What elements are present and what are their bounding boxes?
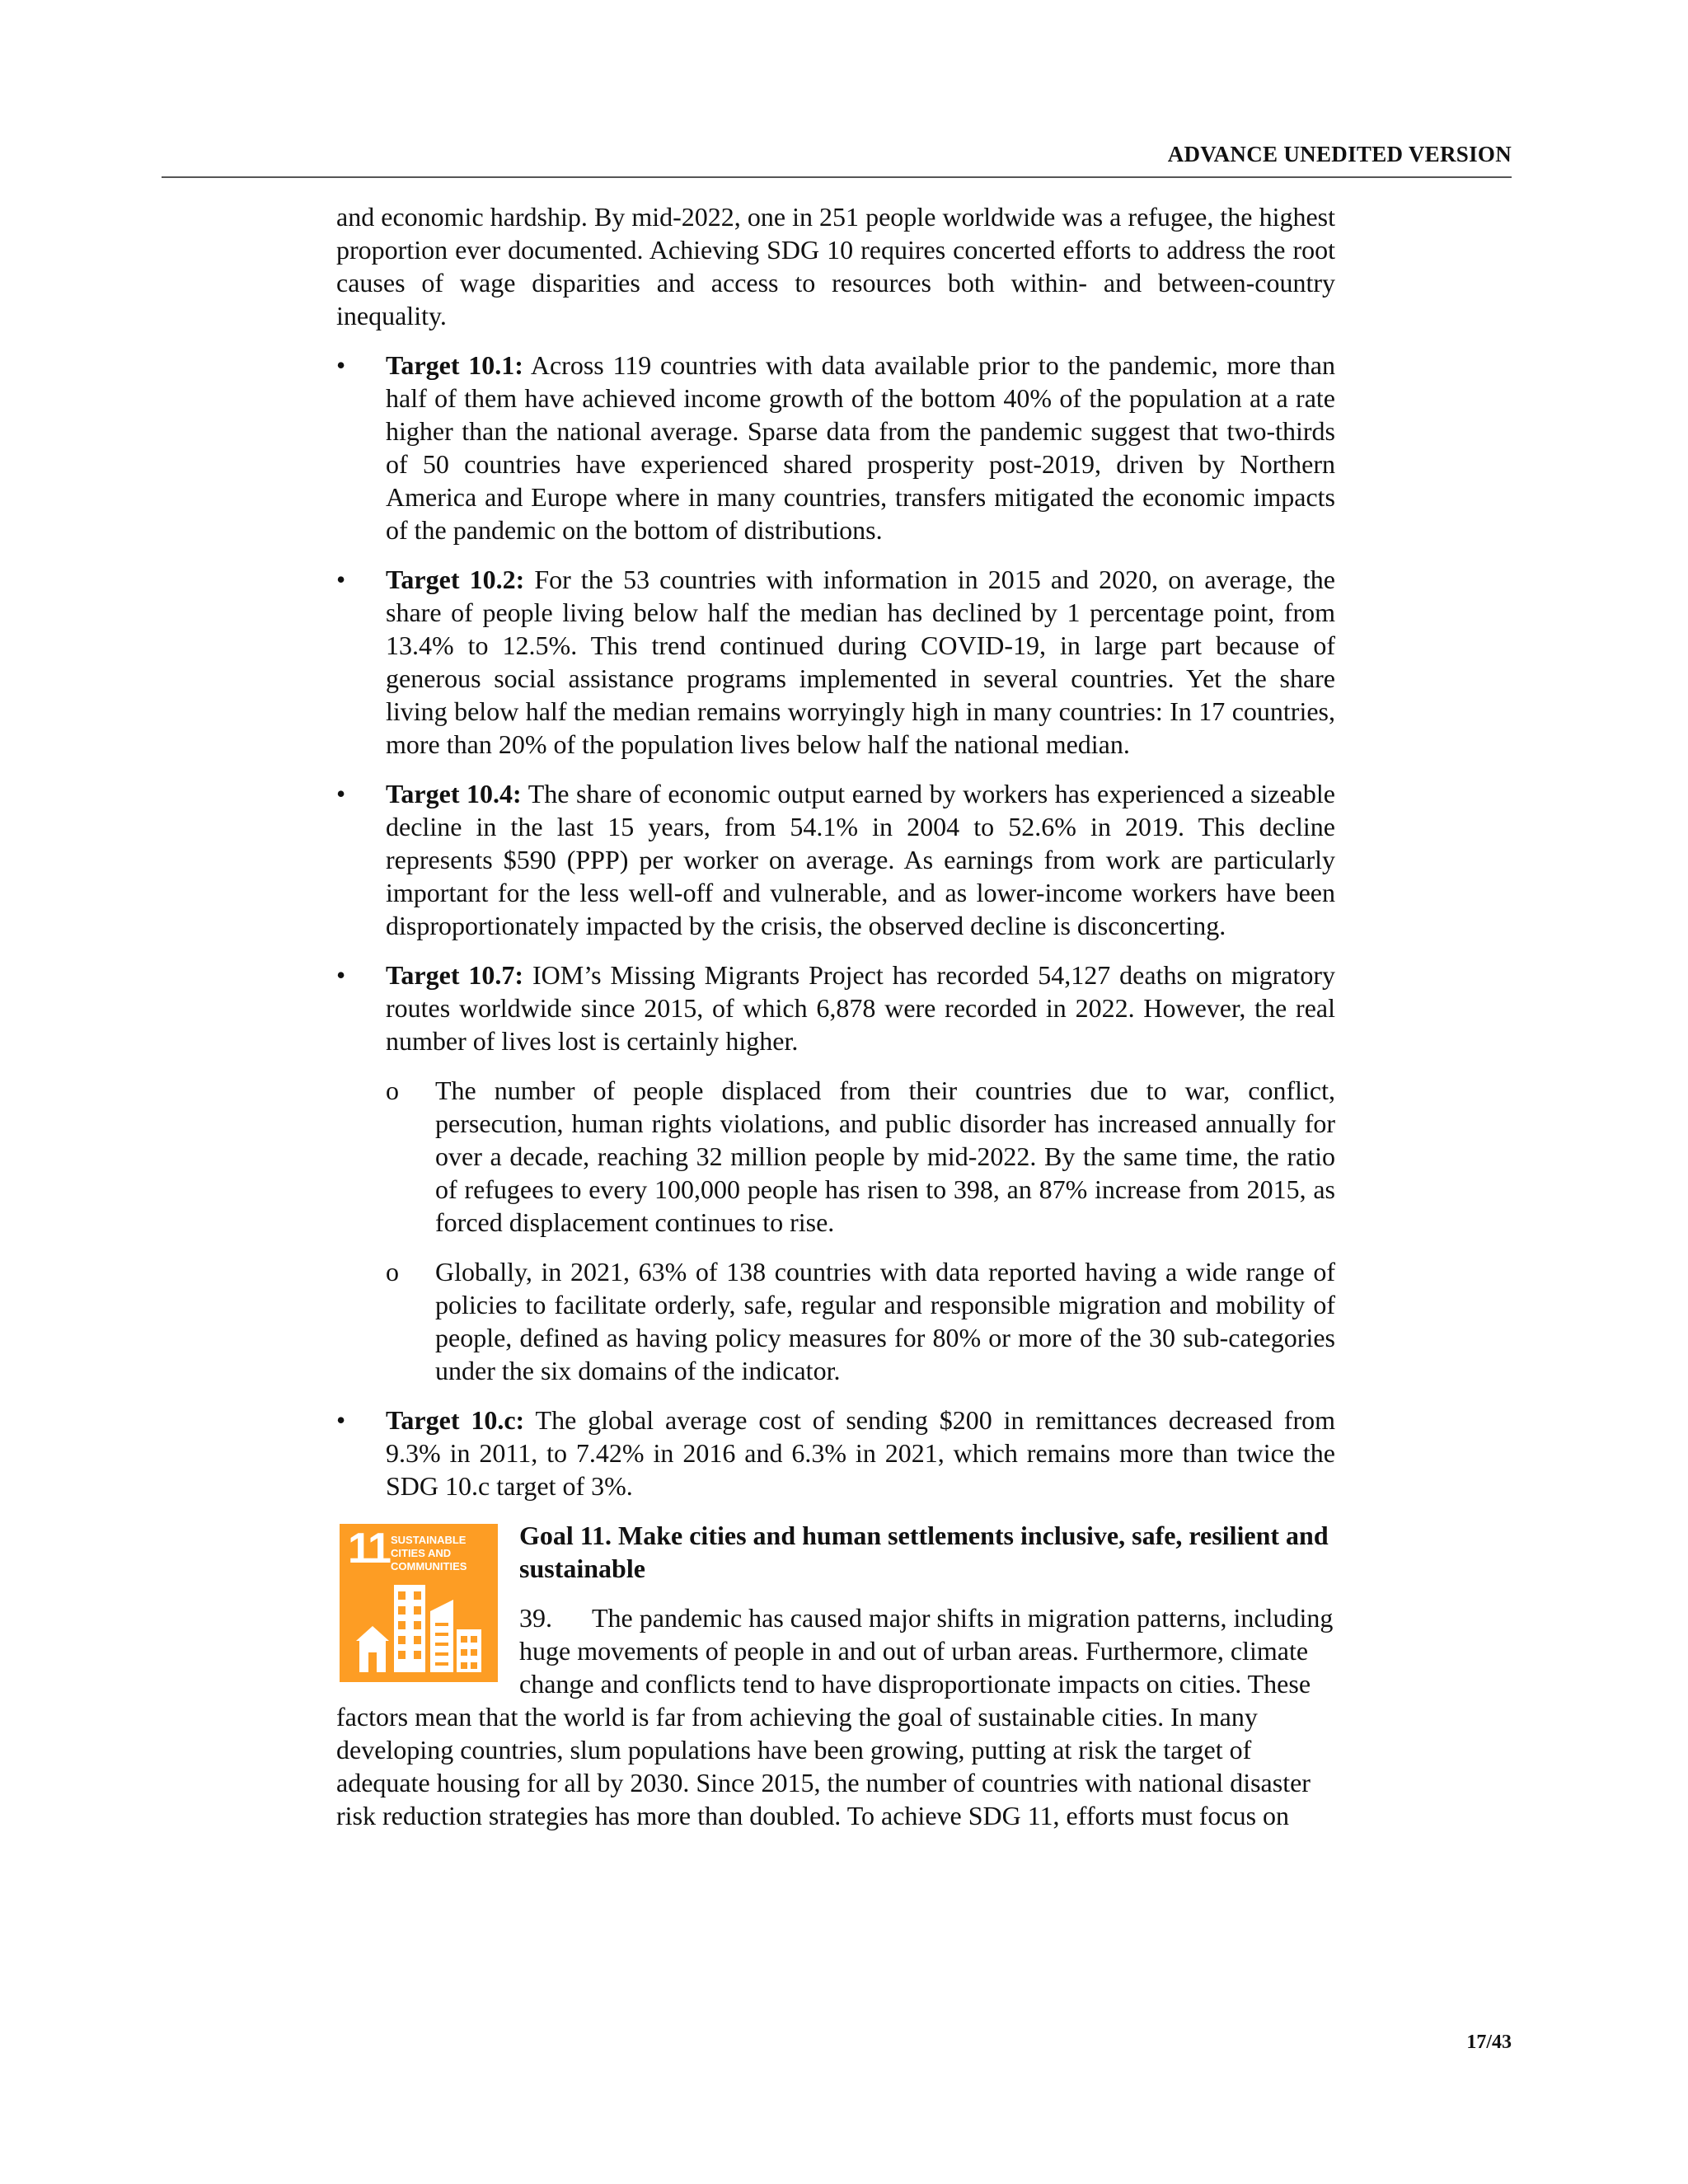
sdg-11-icon [340,1524,498,1682]
target-text: The global average cost of sending $200 in remittances decreased from 9.3% in 2011, to 7.42% in 2016 and 6.3% in 2021, which remains more than twice the SDG 10.c target of 3%. [386,1405,1336,1501]
bullet-marker: • [336,565,346,594]
target-label: Target 10.2: [386,565,525,594]
target-label: Target 10.7: [386,960,524,990]
target-label: Target 10.c: [386,1405,525,1435]
bullet-marker: • [336,960,346,990]
paragraph-text: The pandemic has caused major shifts in migration patterns, including huge movements of people in and out of urban areas. Furthermore, climate change and conflicts tend to have disproportionate impacts on cities. These factors mean that the world is far from achieving the goal of sustainable cities. In many developing countries, slum populations have been growing, putting at risk the target of adequate housing for all by 2030. Since 2015, the number of countries with national disaster risk reduction strategies has more than doubled. To achieve SDG 11, efforts must focus on [336,1603,1334,1830]
running-header: ADVANCE UNEDITED VERSION [1167,142,1512,166]
sub-bullet-marker: o [386,1076,399,1105]
sub-item-text: The number of people displaced from their countries due to war, conflict, persecution, human rights violations, and public disorder has increased annually for over a decade, reaching 32 million people by mid-2022. By the same time, the ratio of refugees to every 100,000 people has risen to 398, an 87% increase from 2015, as forced displacement continues to rise. [435,1076,1335,1237]
target-10-2-item [336,563,1335,761]
bullet-marker: • [336,779,346,808]
city-buildings-icon [356,1583,481,1674]
sub-item-displacement [336,1074,1335,1239]
header-divider [162,176,1512,178]
paragraph-number: 39. [519,1603,552,1633]
page-number: 17/43 [1466,2032,1512,2053]
target-10-c-item [336,1404,1335,1502]
sub-bullet-marker: o [386,1257,399,1286]
sub-item-migration-policies [336,1255,1335,1387]
target-label: Target 10.1: [386,350,523,380]
goal-heading: Goal 11. Make cities and human settlements inclusive, safe, resilient and sustainable [519,1521,1329,1583]
target-text: Across 119 countries with data available prior to the pandemic, more than half of them have achieved income growth of the bottom 40% of the population at a rate higher than the national average. Sparse data from the pandemic suggest that two-thirds of 50 countries have experienced shared prosperity post-2019, driven by Northern America and Europe where in many countries, transfers mitigated the economic impacts of the pandemic on the bottom of distributions. [386,350,1336,545]
sdg-icon-label: SUSTAINABLE CITIES AND COMMUNITIES [391,1534,467,1572]
target-text: IOM’s Missing Migrants Project has recorded 54,127 deaths on migratory routes worldwide since 2015, of which 6,878 were recorded in 2022. However, the real number of lives lost is certainly higher. [386,960,1336,1056]
sub-item-text: Globally, in 2021, 63% of 138 countries with data reported having a wide range of policies to facilitate orderly, safe, regular and responsible migration and mobility of people, defined as having policy measures for 80% or more of the 30 sub-categories under the six domains of the indicator. [435,1257,1335,1385]
target-10-4-item [336,777,1335,942]
target-label: Target 10.4: [386,779,522,808]
document-body [336,200,1335,1849]
target-10-7-item [336,958,1335,1057]
sdg-icon-number: 11 [348,1525,390,1572]
target-text: For the 53 countries with information in 2015 and 2020, on average, the share of people living below half the median has declined by 1 percentage point, from 13.4% to 12.5%. This trend continued during COVID-19, in large part because of generous social assistance programs implemented in several countries. Yet the share living below half the median remains worryingly high in many countries: In 17 countries, more than 20% of the population lives below half the national median. [386,565,1336,759]
target-10-1-item [336,349,1335,546]
goal-11-section [336,1519,1335,1832]
bullet-marker: • [336,1405,346,1435]
bullet-marker: • [336,350,346,380]
target-text: The share of economic output earned by workers has experienced a sizeable decline in the last 15 years, from 54.1% in 2004 to 52.6% in 2019. This decline represents $590 (PPP) per worker on average. As earnings from work are particularly important for the less well-off and vulnerable, and as lower-income workers have been disproportionately impacted by the crisis, the observed decline is disconcerting. [386,779,1336,940]
intro-paragraph: and economic hardship. By mid-2022, one in 251 people worldwide was a refugee, the highest proportion ever documented. Achieving SDG 10 requires concerted efforts to address the root causes of wage disparities and access to resources both within- and between-country inequality. [336,202,1335,330]
